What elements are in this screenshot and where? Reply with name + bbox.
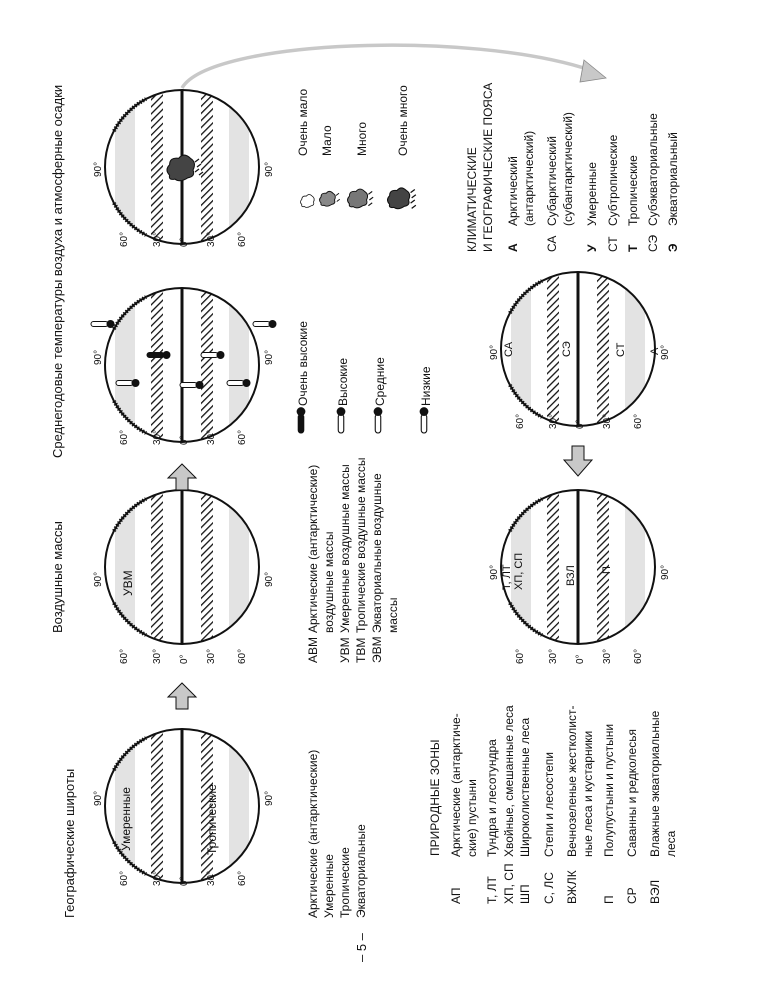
legend-heading: И ГЕОГРАФИЧЕСКИЕ ПОЯСА	[481, 82, 495, 252]
lat-label: 90°	[264, 161, 275, 177]
zone-label-temperate: Умеренные	[119, 787, 133, 851]
zone-label-st: СТ	[615, 342, 627, 357]
thermometer-icon-low	[91, 320, 115, 328]
lat-label: 30°	[152, 870, 163, 886]
legend-abbr: Э	[666, 243, 680, 252]
lat-label: 60°	[515, 648, 526, 664]
legend-text: Экваториальный	[666, 132, 680, 226]
page-number: – 5 –	[354, 933, 369, 962]
legend-text: Саванны и редколесья	[625, 729, 639, 857]
lat-label: 30°	[206, 231, 217, 247]
lat-label: 90°	[93, 571, 104, 587]
legend-abbr: СА	[545, 235, 559, 252]
thermometer-icon-high	[201, 351, 225, 359]
thermometer-icon-very-high	[297, 407, 306, 433]
thermometer-icon-low	[253, 320, 277, 328]
cloud-icon-little	[320, 191, 340, 206]
legend-text: Арктический	[506, 156, 520, 226]
lat-label: 60°	[237, 429, 248, 445]
legend-abbr: Т	[626, 244, 640, 252]
legend-abbr: ЭВМ	[370, 636, 384, 663]
lat-label: 90°	[264, 349, 275, 365]
lat-label: 60°	[633, 413, 644, 429]
climatic-belts-legend	[465, 83, 680, 252]
cloud-icon-very-little	[301, 195, 315, 208]
precipitation-legend	[296, 85, 416, 209]
legend-text: Вечнозеленые жестколист-	[565, 705, 579, 857]
legend-item: Средние	[373, 357, 387, 406]
lat-label: 60°	[237, 870, 248, 886]
legend-item: Очень много	[396, 85, 410, 156]
thermometer-icon-medium	[374, 407, 383, 433]
zone-label-p: П	[601, 566, 613, 574]
zone-label-hpsp: ХП, СП	[513, 552, 525, 590]
lat-label: 60°	[633, 648, 644, 664]
legend-text: Арктические (антарктиче-	[449, 713, 463, 857]
lat-label: 30°	[548, 648, 559, 664]
legend-text: леса	[664, 830, 678, 857]
legend-heading: КЛИМАТИЧЕСКИЕ	[465, 147, 479, 252]
lat-label: 30°	[206, 870, 217, 886]
lat-label: 90°	[489, 344, 500, 360]
arrow-1-to-2	[168, 683, 196, 709]
lat-label: 0°	[575, 654, 586, 664]
legend-text: Степи и лесостепи	[542, 752, 556, 857]
legend-text: воздушные массы	[322, 531, 336, 633]
thermometer-icon-very-high	[147, 351, 171, 359]
curved-arrow-head	[580, 60, 606, 82]
lat-label: 60°	[237, 648, 248, 664]
legend-abbr: СР	[625, 887, 639, 904]
legend-text: Хвойные, смешанные леса	[502, 705, 516, 857]
legend-text: Субтропические	[606, 134, 620, 226]
cloud-icon-much	[348, 189, 374, 208]
thermometer-icon-high	[337, 407, 346, 433]
legend-abbr: УВМ	[338, 637, 352, 663]
legend-text: Субэкваториальные	[646, 113, 660, 226]
legend-text: Субарктический	[545, 136, 559, 226]
legend-item: Очень высокие	[296, 321, 310, 406]
lat-label: 90°	[489, 564, 500, 580]
air-masses-diagram	[105, 490, 259, 644]
lat-label: 90°	[264, 790, 275, 806]
legend-abbr: ВЭЛ	[648, 879, 662, 904]
lat-label: 90°	[93, 161, 104, 177]
zone-label-tlt: Т, ЛТ	[501, 564, 513, 590]
legend-text: Тундра и лесотундра	[485, 739, 499, 857]
lat-label: 90°	[660, 344, 671, 360]
legend-text: ные леса и кустарники	[581, 730, 595, 857]
lat-label: 90°	[93, 790, 104, 806]
curved-arrow	[182, 45, 590, 88]
temperature-diagram	[105, 288, 259, 442]
lat-label: 0°	[179, 435, 190, 445]
zone-label-tropical: Тропические	[205, 784, 219, 855]
legend-text: Полупустыни и пустыни	[602, 723, 616, 857]
legend-heading: ПРИРОДНЫЕ ЗОНЫ	[428, 739, 442, 856]
arrow-2-to-3	[168, 464, 196, 490]
legend-text: Тропические	[626, 155, 640, 226]
legend-abbr: ТВМ	[354, 637, 368, 663]
arrow-6-to-5	[564, 446, 592, 476]
legend-item: Арктические (антарктические)	[306, 749, 320, 918]
lat-label: 30°	[548, 413, 559, 429]
lat-label: 30°	[602, 648, 613, 664]
lat-label: 60°	[119, 231, 130, 247]
thermometer-icon-low	[420, 407, 429, 433]
legend-abbr: ШП	[518, 884, 532, 904]
zone-label-se: СЭ	[561, 341, 573, 357]
legend-abbr: ХП, СП	[502, 863, 516, 904]
lat-label: 30°	[206, 429, 217, 445]
lat-label: 90°	[264, 571, 275, 587]
thermometer-icon-medium	[116, 379, 140, 387]
legend-abbr: СЭ	[646, 234, 660, 252]
lat-label: 90°	[660, 564, 671, 580]
legend-text: Арктические (антарктические)	[306, 464, 320, 633]
lat-label: 60°	[119, 429, 130, 445]
zone-label-vzl: ВЗЛ	[565, 565, 577, 586]
thermometer-icon-medium	[180, 381, 204, 389]
legend-abbr: АВМ	[306, 636, 320, 663]
lat-label: 60°	[515, 413, 526, 429]
zone-label-a: А	[649, 347, 661, 355]
legend-abbr: У	[585, 244, 599, 252]
legend-text: Экваториальные воздушные	[370, 473, 384, 633]
legend-air-masses	[306, 457, 400, 663]
legend-abbr: Т, ЛТ	[485, 876, 499, 904]
legend-text: (субантарктический)	[561, 112, 575, 226]
lat-label: 30°	[152, 231, 163, 247]
legend-text: Умеренные воздушные массы	[338, 464, 352, 633]
legend-abbr: С, ЛС	[542, 872, 556, 904]
lat-label: 0°	[179, 237, 190, 247]
legend-text: Тропические воздушные массы	[354, 457, 368, 633]
legend-text: массы	[386, 597, 400, 633]
heading-temperature-precipitation: Среднегодовые температуры воздуха и атмосферные осадки	[50, 84, 65, 458]
legend-item: Очень мало	[296, 88, 310, 156]
lat-label: 60°	[237, 231, 248, 247]
climatic-belts-diagram	[501, 272, 655, 426]
legend-latitudes	[306, 750, 368, 918]
legend-abbr: А	[506, 243, 520, 252]
natural-zones-legend	[428, 705, 678, 904]
zone-label-sa: СА	[503, 341, 515, 357]
lat-label: 0°	[179, 654, 190, 664]
lat-label: 0°	[575, 419, 586, 429]
legend-item: Тропические	[338, 847, 352, 918]
lat-label: 90°	[93, 349, 104, 365]
lat-label: 60°	[119, 648, 130, 664]
legend-abbr: АП	[449, 887, 463, 904]
legend-abbr: П	[602, 895, 616, 904]
legend-item: Умеренные	[322, 854, 336, 918]
zone-label-uvm: УВМ	[121, 570, 135, 596]
legend-item: Мало	[320, 125, 334, 156]
precipitation-diagram	[105, 90, 259, 244]
legend-abbr: ВЖЛК	[565, 870, 579, 904]
lat-label: 60°	[119, 870, 130, 886]
legend-text: Широколиственные леса	[518, 717, 532, 857]
thermometer-icon-medium	[227, 379, 251, 387]
legend-item: Много	[355, 121, 369, 156]
lat-label: 30°	[206, 648, 217, 664]
legend-item: Низкие	[419, 366, 433, 406]
legend-item: Экваториальные	[354, 824, 368, 918]
heading-latitudes: Географические широты	[62, 768, 77, 918]
legend-item: Высокие	[336, 357, 350, 406]
lat-label: 0°	[179, 876, 190, 886]
lat-label: 30°	[602, 413, 613, 429]
legend-text: Умеренные	[585, 162, 599, 226]
heading-air-masses: Воздушные массы	[50, 521, 65, 633]
cloud-icon-very-much	[388, 188, 416, 209]
legend-text: ские) пустыни	[465, 779, 479, 857]
legend-abbr: СТ	[606, 236, 620, 252]
legend-text: Влажные экваториальные	[648, 710, 662, 857]
lat-label: 30°	[152, 648, 163, 664]
lat-label: 30°	[152, 429, 163, 445]
temperature-legend	[296, 321, 433, 433]
legend-text: (антарктический)	[522, 130, 536, 226]
